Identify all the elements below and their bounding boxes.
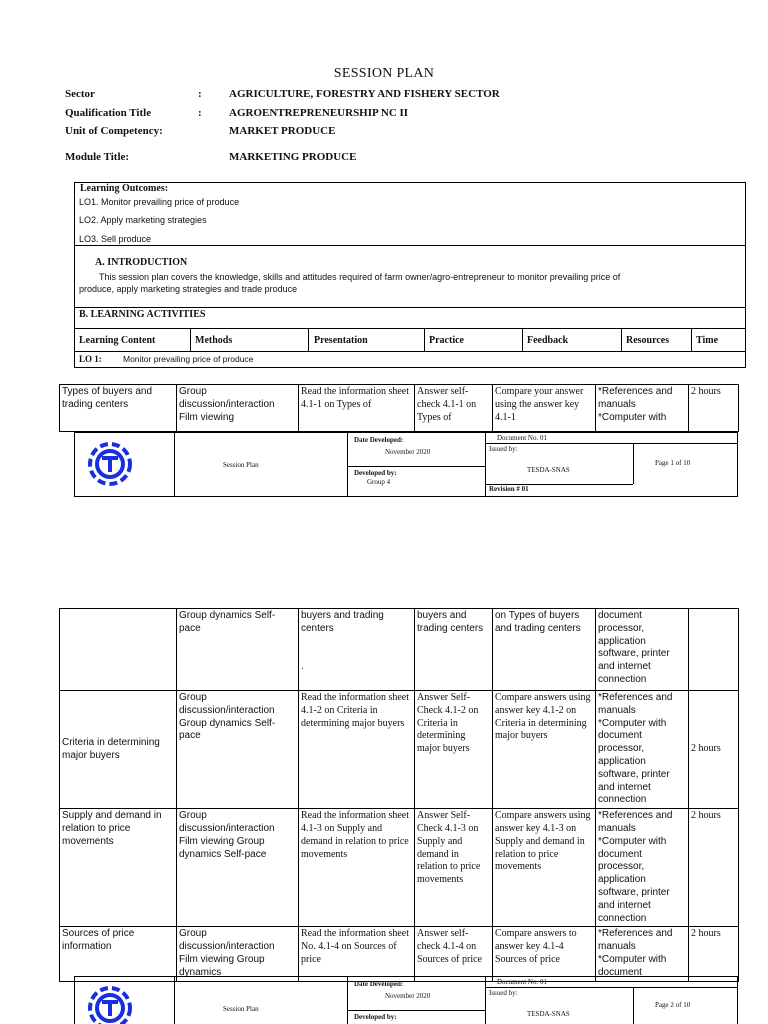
learning-content-cell: Sources of price information (60, 927, 177, 981)
unit-label: Unit of Competency: (65, 125, 163, 137)
lo-text: Monitor prevailing price of produce (123, 354, 254, 364)
footer-issued-value: TESDA-SNAS (527, 1010, 570, 1018)
column-divider (633, 987, 634, 1024)
outcome-lo3: LO3. Sell produce (79, 234, 152, 244)
presentation-cell: Read the information sheet 4.1-3 on Supply and demand in relation to price movements (299, 809, 415, 927)
presentation-cell: Read the information sheet 4.1-1 on Types of (299, 385, 415, 432)
practice-cell: Answer Self-Check 4.1-2 on Criteria in determining major buyers (415, 691, 493, 809)
activities-heading: B. LEARNING ACTIVITIES (79, 309, 206, 320)
practice-cell: Answer self-check 4.1-1 on Types of (415, 385, 493, 432)
presentation-cell: Read the information sheet 4.1-2 on Criteria in determining major buyers (299, 691, 415, 809)
divider (75, 351, 745, 352)
resources-cell: document processor, application software, printer and internet connection (596, 609, 689, 691)
footer-issued-value: TESDA-SNAS (527, 466, 570, 474)
feedback-cell: Compare answers to answer key 4.1-4 Sources of price (493, 927, 596, 981)
tesda-logo-icon (79, 980, 141, 1024)
column-header: Practice (429, 335, 464, 346)
methods-cell: Group discussion/interaction Film viewing Group dynamics (177, 927, 299, 981)
intro-line-1: This session plan covers the knowledge, skills and attitudes required of farm owner/agro-entrepreneur to monitor prevailing price of (99, 272, 621, 282)
table-row (60, 691, 739, 809)
practice-cell: Answer self-check 4.1-4 on Sources of price (415, 927, 493, 981)
table-row (60, 927, 739, 981)
methods-cell: Group discussion/interaction Group dynamics Self-pace (177, 691, 299, 809)
column-divider (485, 977, 486, 1024)
column-divider (190, 328, 191, 351)
presentation-cell: Read the information sheet No. 4.1-4 on Sources of price (299, 927, 415, 981)
outcome-lo1: LO1. Monitor prevailing price of produce (79, 197, 240, 207)
practice-cell: Answer Self-Check 4.1-3 on Supply and demand in relation to price movements (415, 809, 493, 927)
footer-dev-label: Developed by: (354, 1013, 397, 1021)
divider (347, 466, 485, 467)
feedback-cell: on Types of buyers and trading centers (493, 609, 596, 691)
footer-doc-title: Session Plan (223, 461, 259, 469)
qualification-colon: : (198, 107, 202, 119)
column-divider (621, 328, 622, 351)
column-header: Learning Content (79, 335, 156, 346)
divider (75, 245, 745, 246)
column-divider (174, 977, 175, 1024)
resources-cell: *References and manuals *Computer with document (596, 927, 689, 981)
module-label: Module Title: (65, 151, 130, 163)
footer-page-number: Page 2 of 10 (655, 1001, 691, 1009)
column-divider (522, 328, 523, 351)
learning-content-cell: Supply and demand in relation to price movements (60, 809, 177, 927)
page-footer-2 (74, 976, 738, 1024)
footer-page-number: Page 1 of 10 (655, 459, 691, 467)
sector-label: Sector (65, 88, 95, 100)
divider (485, 987, 737, 988)
qualification-value: AGROENTREPRENEURSHIP NC II (229, 107, 409, 119)
page-title: SESSION PLAN (333, 66, 435, 81)
activities-table-page-2 (59, 608, 739, 982)
footer-dev-label: Developed by: (354, 469, 397, 477)
learning-content-cell: Criteria in determining major buyers (60, 691, 177, 809)
footer-dev-value: Group 4 (367, 478, 391, 486)
footer-doc-number: Document No. 01 (497, 978, 547, 986)
column-divider (424, 328, 425, 351)
column-divider (347, 433, 348, 496)
time-cell: 2 hours (689, 691, 739, 809)
module-value: MARKETING PRODUCE (229, 151, 357, 163)
column-header: Time (696, 335, 719, 346)
sector-value: AGRICULTURE, FORESTRY AND FISHERY SECTOR (229, 88, 500, 100)
column-divider (347, 977, 348, 1024)
feedback-cell: Compare answers using answer key 4.1-3 on Supply and demand in relation to price movements (493, 809, 596, 927)
table-row (60, 609, 739, 691)
column-divider (308, 328, 309, 351)
column-divider (174, 433, 175, 496)
column-header: Presentation (314, 335, 368, 346)
lo-label: LO 1: (79, 354, 102, 364)
methods-cell: Group discussion/interaction Film viewing Group dynamics Self-pace (177, 809, 299, 927)
learning-content-cell: Types of buyers and trading centers (60, 385, 177, 432)
feedback-cell: Compare answers using answer key 4.1-2 on Criteria in determining major buyers (493, 691, 596, 809)
time-cell: 2 hours (689, 809, 739, 927)
footer-date-label: Date Developed: (354, 436, 404, 444)
presentation-cell: buyers and trading centers . (299, 609, 415, 691)
practice-cell: buyers and trading centers (415, 609, 493, 691)
footer-date-value: November 2020 (385, 992, 431, 1000)
divider (347, 1010, 485, 1011)
tesda-logo-icon (79, 436, 141, 492)
time-cell: 2 hours (689, 927, 739, 981)
session-box (74, 182, 746, 368)
footer-revision: Revision # 01 (489, 485, 529, 493)
activities-table-page-1 (59, 384, 739, 432)
qualification-label: Qualification Title (65, 107, 152, 119)
time-cell (689, 609, 739, 691)
table-row (60, 809, 739, 927)
column-divider (691, 328, 692, 351)
table-row (60, 385, 739, 432)
learning-content-cell (60, 609, 177, 691)
footer-date-label: Date Developed: (354, 980, 404, 988)
footer-doc-number: Document No. 01 (497, 434, 547, 442)
outcomes-heading: Learning Outcomes: (80, 183, 169, 194)
footer-issued-label: Issued by: (489, 989, 518, 997)
column-header: Methods (195, 335, 233, 346)
methods-cell: Group dynamics Self-pace (177, 609, 299, 691)
footer-date-value: November 2020 (385, 448, 431, 456)
column-header: Resources (626, 335, 670, 346)
divider (75, 328, 745, 329)
resources-cell: *References and manuals *Computer with document processor, application software, printer and internet connection (596, 691, 689, 809)
column-divider (633, 443, 634, 484)
methods-cell: Group discussion/interaction Film viewing (177, 385, 299, 432)
unit-value: MARKET PRODUCE (229, 125, 336, 137)
footer-issued-label: Issued by: (489, 445, 518, 453)
intro-heading: A. INTRODUCTION (95, 257, 188, 268)
resources-cell: *References and manuals *Computer with (596, 385, 689, 432)
intro-line-2: produce, apply marketing strategies and trade produce (79, 284, 298, 294)
time-cell: 2 hours (689, 385, 739, 432)
outcome-lo2: LO2. Apply marketing strategies (79, 215, 207, 225)
divider (75, 307, 745, 308)
feedback-cell: Compare your answer using the answer key 4.1-1 (493, 385, 596, 432)
column-header: Feedback (527, 335, 569, 346)
divider (485, 443, 737, 444)
resources-cell: *References and manuals *Computer with document processor, application software, printer and internet connection (596, 809, 689, 927)
footer-doc-title: Session Plan (223, 1005, 259, 1013)
sector-colon: : (198, 88, 202, 100)
page-footer-1 (74, 432, 738, 497)
